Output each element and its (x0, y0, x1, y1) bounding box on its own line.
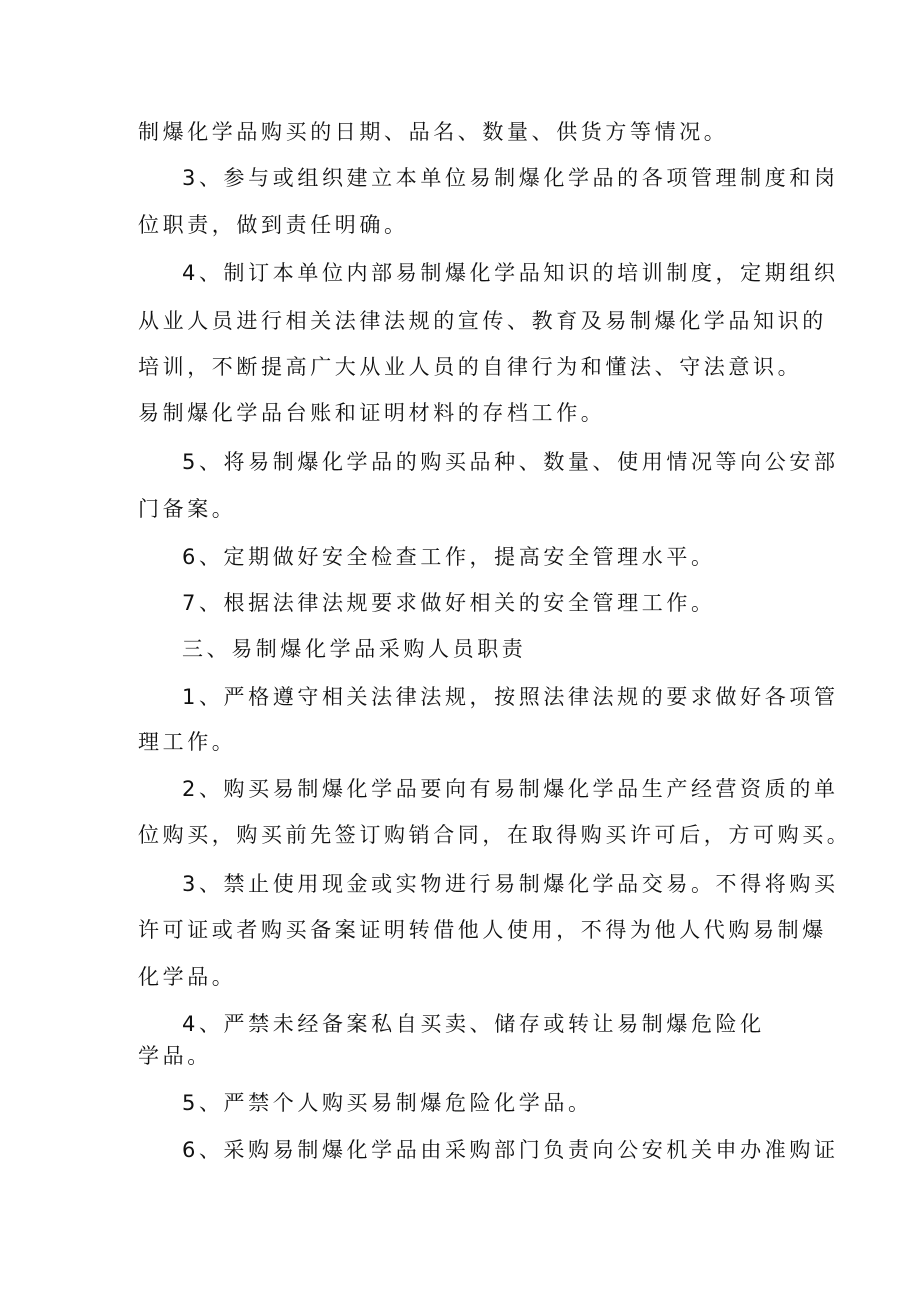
text-line: 易制爆化学品台账和证明材料的存档工作。 (138, 401, 606, 425)
text-line: 3、禁止使用现金或实物进行易制爆化学品交易。不得将购买 (182, 872, 839, 896)
text-line: 制爆化学品购买的日期、品名、数量、供货方等情况。 (138, 120, 729, 144)
text-line: 位购买，购买前先签订购销合同，在取得购买许可后，方可购买。 (138, 823, 852, 847)
text-line: 3、参与或组织建立本单位易制爆化学品的各项管理制度和岗 (182, 166, 839, 190)
text-line: 1、严格遵守相关法律法规，按照法律法规的要求做好各项管 (182, 685, 839, 709)
text-line: 化学品。 (138, 965, 237, 989)
text-line: 位职责，做到责任明确。 (138, 213, 409, 237)
text-line: 6、定期做好安全检查工作，提高安全管理水平。 (182, 545, 716, 569)
text-line: 4、制订本单位内部易制爆化学品知识的培训制度，定期组织 (182, 261, 839, 285)
text-line: 5、严禁个人购买易制爆危险化学品。 (182, 1091, 593, 1115)
text-line: 6、采购易制爆化学品由采购部门负责向公安机关申办准购证 (182, 1138, 839, 1162)
text-line: 理工作。 (138, 730, 237, 754)
text-line: 培训，不断提高广大从业人员的自律行为和懂法、守法意识。 (138, 355, 803, 379)
text-line: 许可证或者购买备案证明转借他人使用，不得为他人代购易制爆 (138, 918, 827, 942)
text-line: 5、将易制爆化学品的购买品种、数量、使用情况等向公安部 (182, 450, 839, 474)
text-line: 门备案。 (138, 497, 237, 521)
text-line: 从业人员进行相关法律法规的宣传、教育及易制爆化学品知识的 (138, 309, 827, 333)
text-line: 4、严禁未经备案私自买卖、储存或转让易制爆危险化 (182, 1012, 765, 1036)
text-line: 学品。 (138, 1044, 212, 1068)
section-heading: 三、易制爆化学品采购人员职责 (182, 637, 527, 661)
text-line: 7、根据法律法规要求做好相关的安全管理工作。 (182, 591, 716, 615)
text-line: 2、购买易制爆化学品要向有易制爆化学品生产经营资质的单 (182, 777, 839, 801)
